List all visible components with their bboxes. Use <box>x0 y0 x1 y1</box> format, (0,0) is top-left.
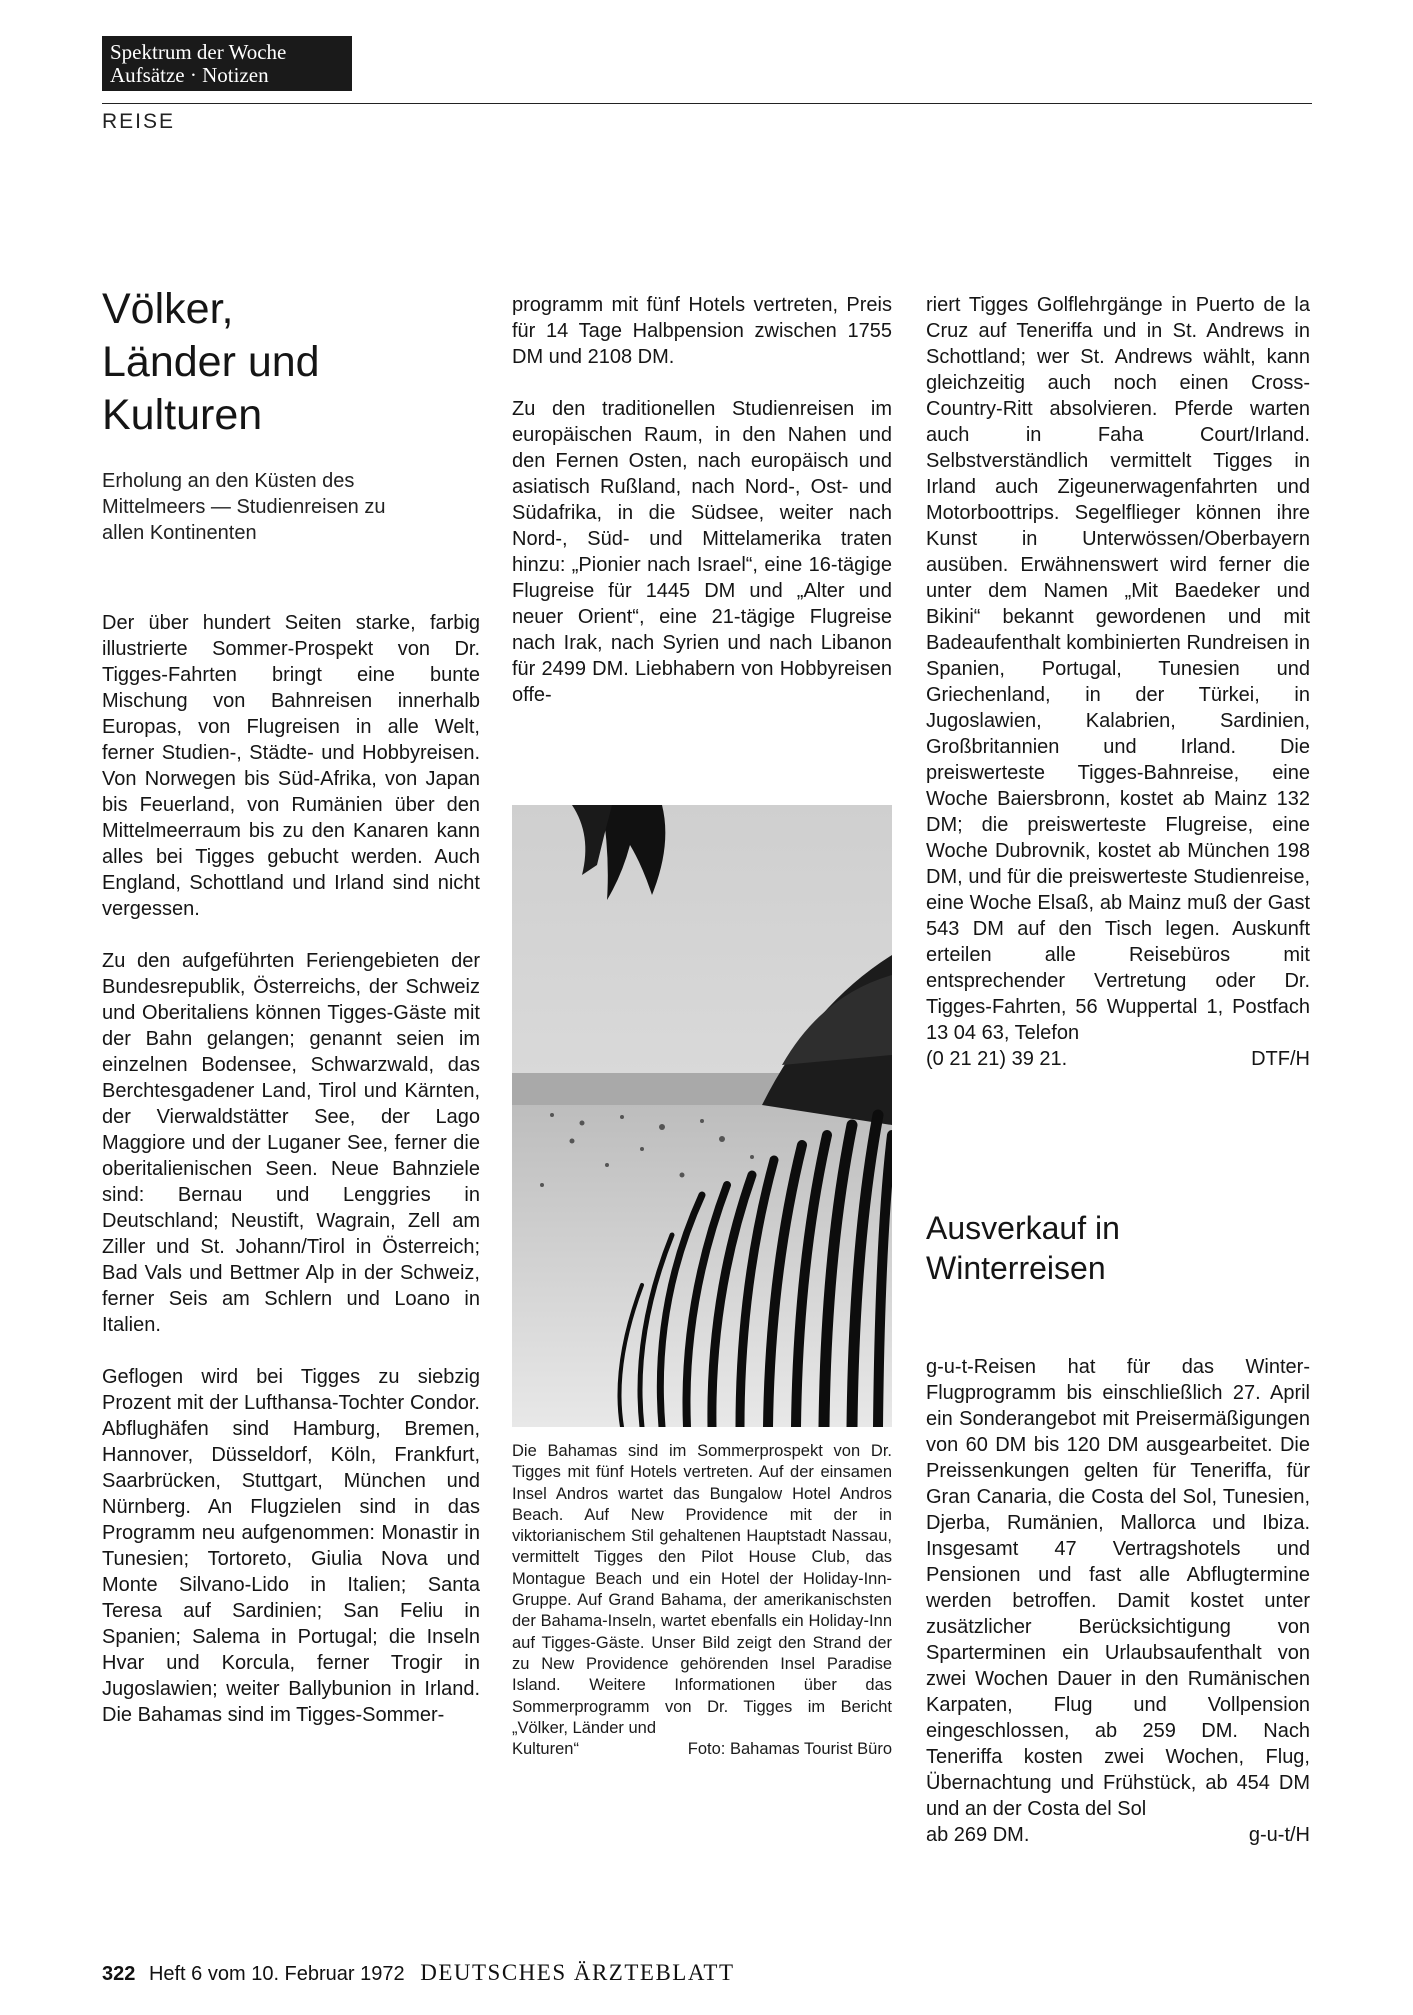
caption-credit-line <box>512 1739 892 1760</box>
title-line: Ausverkauf in <box>926 1210 1120 1246</box>
text-column-1 <box>102 610 480 1728</box>
article-subtitle <box>102 468 462 546</box>
signoff-line <box>926 1046 1310 1072</box>
caption-text: Die Bahamas sind im Sommerprospekt von Dr. Tigges mit fünf Hotels vertreten. Auf der einsamen Insel Andros wartet das Bungalow Hotel Andros Beach. Auf New Providence mit der in viktorianischem Stil gehaltenen Hauptstadt Nassau, vermittelt Tigges den Pilot House Club, das Montague Beach und ein Hotel der Holiday-Inn-Gruppe. Auf Grand Bahama, der amerikanischsten der Bahama-Inseln, wartet ebenfalls ein Holiday-Inn auf Tigges-Gäste. Unser Bild zeigt den Strand der zu New Providence gehörenden Insel Paradise Island. Weitere Informationen über das Sommerprogramm von Dr. Tigges im Bericht „Völker, Länder und <box>512 1442 892 1737</box>
subtitle-line: Erholung an den Küsten des <box>102 470 355 492</box>
magazine-name: DEUTSCHES ÄRZTEBLATT <box>420 1960 735 1985</box>
title-line: Kulturen <box>102 391 263 439</box>
header-line-1: Spektrum der Woche <box>110 40 287 64</box>
title-line: Völker, <box>102 285 234 333</box>
header-line-2: Aufsätze · Notizen <box>110 63 269 87</box>
title-line: Länder und <box>102 338 320 386</box>
paragraph: Zu den traditionellen Studienreisen im europäischen Raum, in den Nahen und den Fernen Osten, nach europäisch und asiatisch Rußland, nach Nord-, Ost- und Südafrika, in die Südsee, weiter nach Nord-, Süd- und Mittelamerika traten hinzu: „Pionier nach Israel“, eine 16-tägige Flugreise für 1445 DM und „Alter und neuer Orient“, eine 21-tägige Flugreise nach Irak, nach Syrien und nach Libanon für 2499 DM. Liebhabern von Hobbyreisen offe- <box>512 398 892 706</box>
subtitle-line: Mittelmeers — Studienreisen zu <box>102 496 386 518</box>
photo-caption <box>512 1441 892 1760</box>
beach-photo <box>512 805 892 1427</box>
article-2-text <box>926 1354 1310 1848</box>
text-column-2 <box>512 292 892 708</box>
section-label: REISE <box>102 110 176 133</box>
paragraph: Geflogen wird bei Tigges zu siebzig Prozent mit der Lufthansa-Tochter Condor. Abflughäfen sind Hamburg, Bremen, Hannover, Düsseldorf, Köln, Frankfurt, Saarbrücken, Stuttgart, München und Nürnberg. An Flugzielen sind in das Programm neu aufgenommen: Monastir in Tunesien; Tortoreto, Giulia Nova und Monte Silvano-Lido in Italien; Santa Teresa auf Sardinien; San Feliu in Spanien; Salema in Portugal; die Inseln Hvar und Korcula, ferner Trogir in Jugoslawien; weiter Ballybunion in Irland. Die Bahamas sind im Tigges-Sommer- <box>102 1366 480 1726</box>
top-rule <box>102 103 1312 104</box>
subtitle-line: allen Kontinenten <box>102 522 257 544</box>
article-2-title <box>926 1208 1120 1288</box>
page-footer <box>102 1960 735 1986</box>
paragraph: g-u-t-Reisen hat für das Winter-Flugprogramm bis einschließlich 27. April ein Sonderangebot mit Preisermäßigungen von 60 DM bis 120 DM ausgearbeitet. Die Preissenkungen gelten für Teneriffa, für Gran Canaria, die Costa del Sol, Tunesien, Djerba, Rumänien, Mallorca und Ibiza. Insgesamt 47 Vertragshotels und Pensionen und fast alle Abflugtermine werden betroffen. Damit kostet unter zusätzlicher Berücksichtigung von Sparterminen ein Urlaubsaufenthalt von zwei Wochen Dauer in den Rumänischen Karpaten, Flug und Vollpension eingeschlossen, ab 259 DM. Nach Teneriffa kosten zwei Wochen, Flug, Übernachtung und Frühstück, ab 454 DM und an der Costa del Sol <box>926 1356 1310 1820</box>
paragraph: riert Tigges Golflehrgänge in Puerto de la Cruz auf Teneriffa und in St. Andrews in Schottland; wer St. Andrews wählt, kann gleichzeitig auch noch einen Cross-Country-Ritt absolvieren. Pferde warten auch in Faha Court/Irland. Selbstverständlich vermittelt Tigges in Irland auch Zigeunerwagenfahrten und Motorboottrips. Segelflieger können ihre Kunst in Unterwössen/Oberbayern ausüben. Erwähnenswert wird ferner die unter dem Namen „Mit Baedeker und Bikini“ bekannt gewordenen und mit Badeaufenthalt kombinierten Rundreisen in Spanien, Portugal, Tunesien und Griechenland, in der Türkei, in Jugoslawien, Kalabrien, Sardinien, Großbritannien und Irland. Die preiswerteste Tigges-Bahnreise, eine Woche Baiersbronn, kostet ab Mainz 132 DM; die preiswerteste Flugreise, eine Woche Dubrovnik, kostet ab München 198 DM, und für die preiswerteste Studienreise, eine Woche Elsaß, ab Mainz muß der Gast 543 DM auf den Tisch legen. Auskunft erteilen alle Reisebüros mit entsprechender Vertretung oder Dr. Tigges-Fahrten, 56 Wuppertal 1, Postfach 13 04 63, Telefon <box>926 294 1310 1044</box>
paragraph: programm mit fünf Hotels vertreten, Preis für 14 Tage Halbpension zwischen 1755 DM und 2108 DM. <box>512 294 892 368</box>
signoff-line <box>926 1822 1310 1848</box>
caption-text-end: Kulturen“ <box>512 1740 579 1759</box>
paragraph: Der über hundert Seiten starke, farbig illustrierte Sommer-Prospekt von Dr. Tigges-Fahrten bringt eine bunte Mischung von Bahnreisen innerhalb Europas, von Flugreisen in alle Welt, ferner Studien-, Städte- und Hobbyreisen. Von Norwegen bis Süd-Afrika, von Japan bis Feuerland, von Rumänien über den Mittelmeerraum bis zu den Kanaren kann alles bei Tigges gebucht werden. Auch England, Schottland und Irland sind nicht vergessen. <box>102 612 480 920</box>
phone-number: (0 21 21) 39 21. <box>926 1048 1068 1070</box>
text-column-3 <box>926 292 1310 1072</box>
paragraph-end: ab 269 DM. <box>926 1824 1030 1846</box>
beach-photo-graphic <box>512 805 892 1427</box>
page-number: 322 <box>102 1963 136 1985</box>
paragraph: Zu den aufgeführten Feriengebieten der Bundesrepublik, Österreichs, der Schweiz und Oberitaliens können Tigges-Gäste mit der Bahn gelangen; genannt seien im einzelnen Bodensee, Schwarzwald, das Berchtesgadener Land, Tirol und Kärnten, der Vierwaldstätter See, der Lago Maggiore und der Luganer See, ferner die oberitalienischen Seen. Neue Bahnziele sind: Bernau und Lenggries in Deutschland; Neustift, Wagrain, Zell am Ziller und St. Johann/Tirol in Österreich; Bad Vals und Bettmer Alp in der Schweiz, ferner Seis am Schlern und Loano in Italien. <box>102 950 480 1336</box>
author-signature: g-u-t/H <box>1248 1824 1310 1846</box>
issue-info: Heft 6 vom 10. Februar 1972 <box>148 1963 405 1985</box>
author-signature: DTF/H <box>1251 1048 1310 1070</box>
title-line: Winterreisen <box>926 1250 1106 1286</box>
photo-credit: Foto: Bahamas Tourist Büro <box>687 1740 892 1759</box>
article-title <box>102 283 320 442</box>
column-header-box <box>102 36 352 91</box>
